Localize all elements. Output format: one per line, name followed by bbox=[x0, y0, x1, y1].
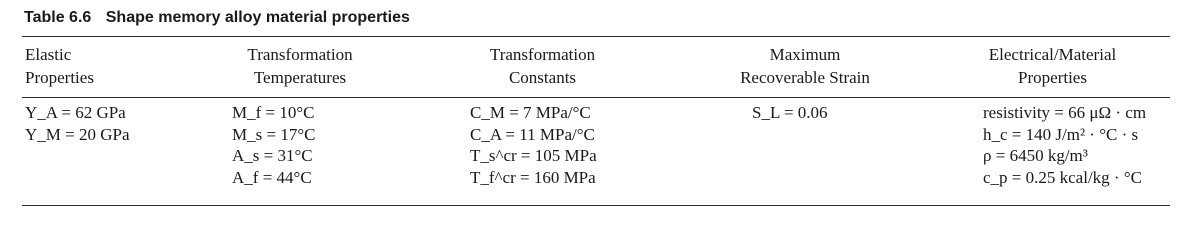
electrical-material-properties-cell bbox=[983, 102, 1147, 188]
table-cell-line: h_c = 140 J/m² · °C · s bbox=[983, 124, 1139, 144]
table-cell-line: M_f = 10°C bbox=[232, 103, 315, 122]
header-line: Electrical/Material bbox=[988, 45, 1117, 64]
table-cell-line: Y_M = 20 GPa bbox=[25, 124, 130, 144]
table-cell-line: resistivity = 66 μΩ · cm bbox=[983, 103, 1147, 122]
transformation-constants-cell bbox=[470, 102, 615, 188]
table-title: Shape memory alloy material properties bbox=[105, 9, 410, 26]
table-cell-line: ρ = 6450 kg/m³ bbox=[983, 146, 1088, 165]
table-cell-line: M_s = 17°C bbox=[232, 124, 316, 144]
table-cell-line: T_s^cr = 105 MPa bbox=[470, 146, 597, 165]
header-electrical-material-properties bbox=[975, 44, 1130, 90]
header-line: Properties bbox=[25, 68, 94, 87]
elastic-properties-cell bbox=[25, 102, 215, 145]
table-cell-line: C_A = 11 MPa/°C bbox=[470, 124, 595, 144]
header-transformation-constants bbox=[470, 44, 615, 90]
header-line: Recoverable Strain bbox=[740, 68, 870, 87]
header-line: Maximum bbox=[769, 45, 841, 64]
table-cell-line: A_s = 31°C bbox=[232, 146, 313, 165]
maximum-recoverable-strain-cell bbox=[752, 102, 932, 124]
table-cell-line: A_f = 44°C bbox=[232, 167, 312, 187]
header-line: Transformation bbox=[489, 45, 596, 64]
table-cell-line: c_p = 0.25 kcal/kg · °C bbox=[983, 167, 1142, 187]
header-maximum-recoverable-strain bbox=[715, 44, 895, 90]
header-line: Transformation bbox=[247, 45, 353, 64]
table-cell-line: C_M = 7 MPa/°C bbox=[470, 103, 591, 122]
header-line: Temperatures bbox=[253, 68, 347, 87]
table-cell-line: Y_A = 62 GPa bbox=[25, 103, 126, 122]
transformation-temperatures-cell bbox=[232, 102, 372, 188]
table-number: Table 6.6 bbox=[24, 9, 92, 26]
table-cell-line: S_L = 0.06 bbox=[752, 103, 828, 122]
header-line: Properties bbox=[1018, 68, 1087, 87]
header-line: Constants bbox=[508, 68, 577, 87]
header-transformation-temperatures bbox=[230, 44, 370, 90]
header-elastic-properties bbox=[25, 44, 215, 90]
table-cell-line: T_f^cr = 160 MPa bbox=[470, 167, 596, 187]
header-line: Elastic bbox=[25, 45, 72, 64]
